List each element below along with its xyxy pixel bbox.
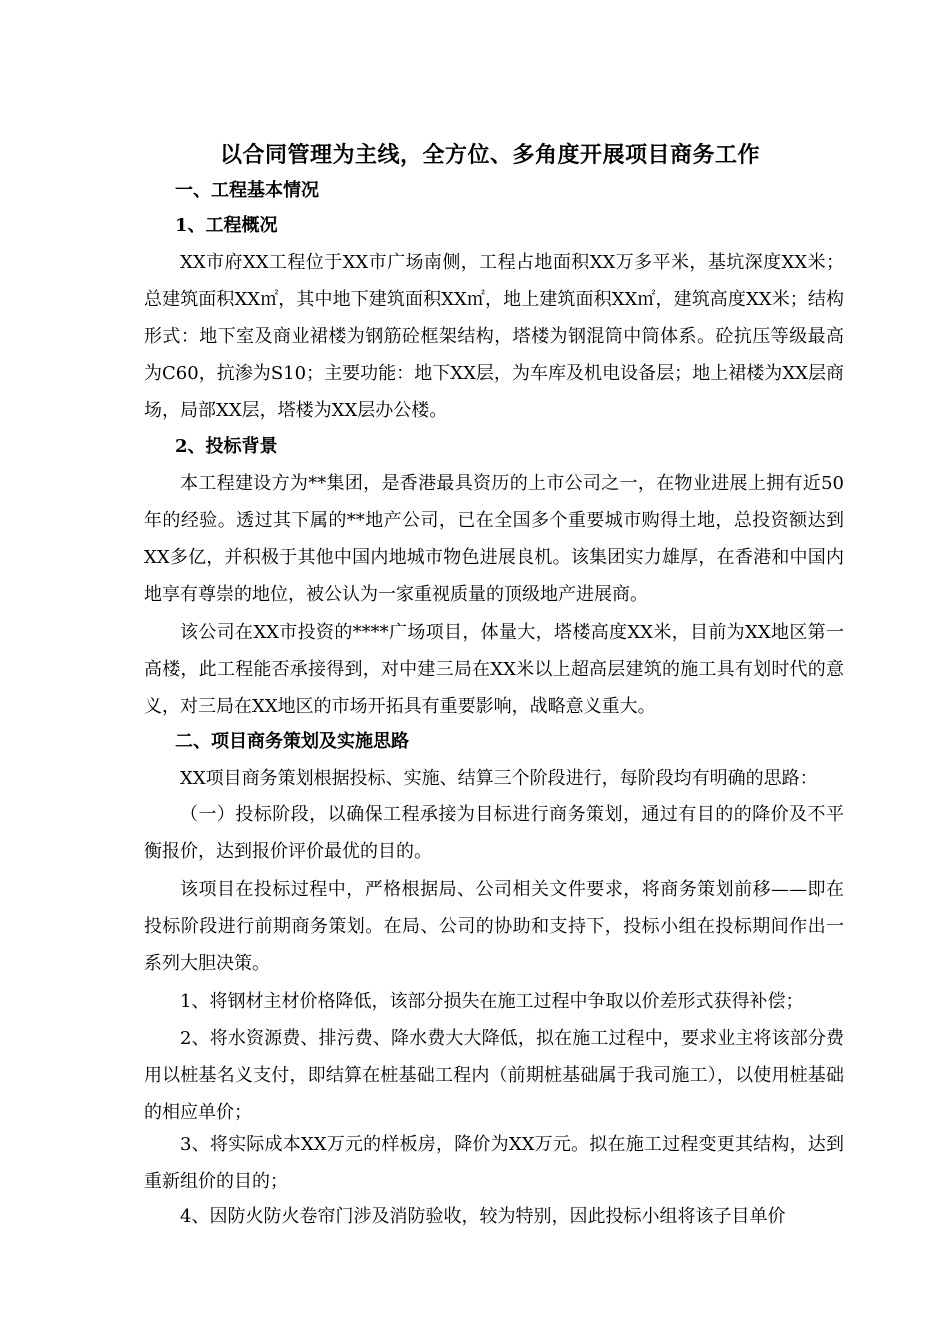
list-item-water-fees: 2、将水资源费、排污费、降水费大大降低，拟在施工过程中，要求业主将该部分费用以桩基名义支付，即结算在桩基础工程内（前期桩基础属于我司施工），以使用桩基础的相应单价； [144, 1028, 844, 1123]
document-title: 以合同管理为主线，全方位、多角度开展项目商务工作 [219, 142, 760, 168]
paragraph-bid-background-1: 本工程建设方为**集团，是香港最具资历的上市公司之一，在物业进展上拥有近50年的经验。透过其下属的**地产公司，已在全国多个重要城市购得土地，总投资额达到XX多亿，并积极于其他中国内地城市物色进展良机。该集团实力雄厚，在香港和中国内地享有尊崇的地位，被公认为一家重视质量的顶级地产进展商。 [144, 473, 844, 605]
list-item-sample-room: 3、将实际成本XX万元的样板房，降价为XX万元。拟在施工过程变更其结构，达到重新组价的目的； [144, 1134, 844, 1192]
subsection-heading-project-overview: 1、工程概况 [175, 215, 278, 236]
list-item-steel-price: 1、将钢材主材价格降低，该部分损失在施工过程中争取以价差形式获得补偿； [180, 991, 804, 1012]
list-item-fire-shutter: 4、因防火防火卷帘门涉及消防验收，较为特别，因此投标小组将该子目单价 [180, 1206, 786, 1227]
section1-heading: 一、工程基本情况 [175, 180, 319, 201]
paragraph-strategy-intro: XX项目商务策划根据投标、实施、结算三个阶段进行，每阶段均有明确的思路： [180, 768, 818, 789]
paragraph-bid-background-2: 该公司在XX市投资的****广场项目，体量大，塔楼高度XX米，目前为XX地区第一高楼，此工程能否承接得到，对中建三局在XX米以上超高层建筑的施工具有划时代的意义，对三局在XX地区的市场开拓具有重要影响，战略意义重大。 [144, 622, 844, 717]
section2-heading: 二、项目商务策划及实施思路 [175, 731, 409, 752]
paragraph-project-overview: XX市府XX工程位于XX市广场南侧，工程占地面积XX万多平米，基坑深度XX米；总建筑面积XX㎡，其中地下建筑面积XX㎡，地上建筑面积XX㎡，建筑高度XX米；结构形式：地下室及商业裙楼为钢筋砼框架结构，塔楼为钢混筒中筒体系。砼抗压等级最高为C60，抗渗为S10；主要功能：地下XX层，为车库及机电设备层；地上裙楼为XX层商场，局部XX层，塔楼为XX层办公楼。 [144, 252, 844, 421]
paragraph-bidding-stage: （一）投标阶段，以确保工程承接为目标进行商务策划，通过有目的的降价及不平衡报价，达到报价评价最优的目的。 [144, 804, 844, 862]
subsection-heading-bid-background: 2、投标背景 [175, 436, 278, 457]
paragraph-bidding-process: 该项目在投标过程中，严格根据局、公司相关文件要求，将商务策划前移——即在投标阶段进行前期商务策划。在局、公司的协助和支持下，投标小组在投标期间作出一系列大胆决策。 [144, 879, 844, 974]
